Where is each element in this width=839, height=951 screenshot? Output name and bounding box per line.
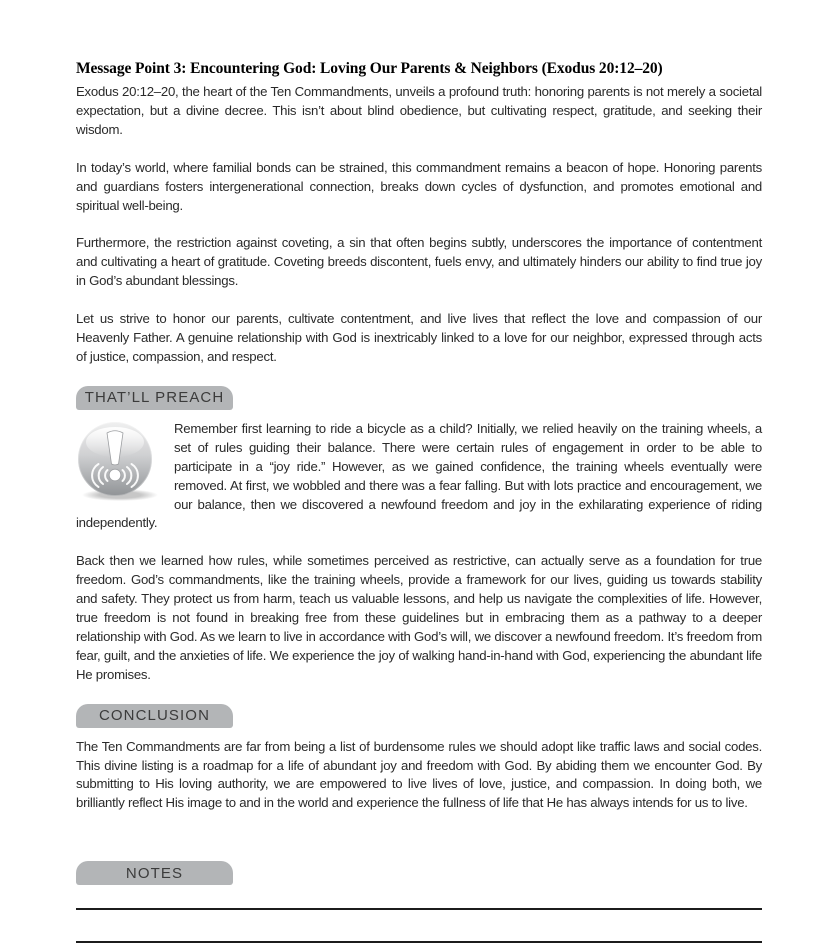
intro-paragraph-2: In today’s world, where familial bonds can be strained, this commandment remains a beacon of hope. Honoring parents and guardians fosters intergenerational connection, breaks down cycles of dysfunction, and promotes emotional and spiritual well-being. xyxy=(76,159,762,213)
notes-section xyxy=(76,861,762,943)
preach-illustration-block xyxy=(76,420,762,533)
intro-paragraph-3: Furthermore, the restriction against coveting, a sin that often begins subtly, underscores the importance of contentment and cultivating a heart of gratitude. Coveting breeds discontent, fuels envy, and ultimately hinders our ability to find true joy in God’s abundant blessings. xyxy=(76,235,762,289)
preach-paragraph-2: Back then we learned how rules, while sometimes perceived as restrictive, can actually serve as a foundation for true freedom. God’s commandments, like the training wheels, provide a framework for our lives, guiding us towards stability and safety. They protect us from harm, teach us valuable lessons, and help us navigate the complexities of life. However, true freedom is not found in breaking free from these guidelines but in embracing them as a pathway to a deeper relationship with God. As we learn to live in accordance with God’s will, we discover a newfound freedom. It’s freedom from fear, guilt, and the anxieties of life. We experience the joy of walking hand-in-hand with God, experiencing the abundant life He promises. xyxy=(76,553,762,682)
message-point-heading: Message Point 3: Encountering God: Loving Our Parents & Neighbors (Exodus 20:12–20) xyxy=(76,60,663,77)
intro-paragraph-1: Exodus 20:12–20, the heart of the Ten Commandments, unveils a profound truth: honoring parents is not merely a societal expectation, but a divine decree. This isn’t about blind obedience, but cultivating respect, gratitude, and seeking their wisdom. xyxy=(76,84,762,137)
section-tab-label: THAT’LL PREACH xyxy=(84,389,225,407)
preach-paragraph-1: Remember first learning to ride a bicycle as a child? Initially, we relied heavily on the training wheels, a set of rules guiding their balance. There were certain rules of engagement in order to be able to participate in a “joy ride.” However, as we gained confidence, the training wheels eventually were removed. At first, we wobbled and there was a fear falling. But with lots practice and encouragement, we our balance, then we discovered a newfound freedom and joy in the exhilarating experience of riding independently. xyxy=(76,420,762,531)
section-tab-thatll-preach xyxy=(76,386,233,410)
page-content xyxy=(76,59,762,832)
section-tab-notes xyxy=(76,861,233,885)
exclamation-sound-waves-icon xyxy=(72,421,164,501)
section-tab-label: NOTES xyxy=(125,864,184,882)
notes-ruled-line xyxy=(76,908,762,910)
section-tab-label: CONCLUSION xyxy=(98,707,210,725)
notes-ruled-line xyxy=(76,941,762,943)
conclusion-paragraph: The Ten Commandments are far from being a list of burdensome rules we should adopt like traffic laws and social codes. This divine listing is a roadmap for a life of abundant joy and freedom with God. By abiding them we encounter God. By submitting to His loving authority, we are empowered to live lives of love, justice, and compassion. In doing both, we brilliantly reflect His image to and in the world and experience the fullness of life that He has always intends for us to live. xyxy=(76,738,762,811)
intro-paragraph-4: Let us strive to honor our parents, cultivate contentment, and live lives that reflect the love and compassion of our Heavenly Father. A genuine relationship with God is inextricably linked to a love for our neighbor, expressed through acts of justice, compassion, and respect. xyxy=(76,311,762,364)
section-tab-conclusion xyxy=(76,704,233,728)
